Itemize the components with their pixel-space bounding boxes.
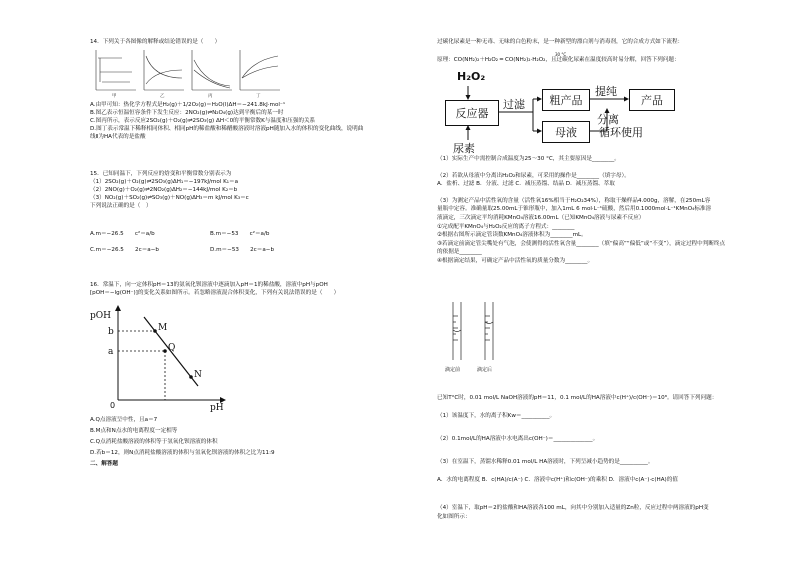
q18-q3: （3）在室温下，蒸馏水稀释0.01 mol/L HA溶液时，下列呈减小趋势的是__________。 [437, 459, 654, 465]
q15-option-d: D.m＝−53 2c＝a−b [210, 247, 275, 253]
q17-q3-sub3b: 的依据是________ [437, 249, 482, 256]
q16-line: [pOH＝−lg(OH⁻)]的变化关系如图所示。若忽略溶液混合体积变化，下列有关说法错误的是（ ） [90, 290, 340, 296]
point-q [163, 349, 167, 353]
q15-option-c: C.m＝−26.5 2c＝a−b [90, 247, 159, 253]
q18-q2: （2）0.1mol/L的HA溶液中水电离出c(OH⁻)＝______________。 [437, 436, 599, 442]
graph-ding [240, 50, 280, 90]
q14-options [90, 101, 363, 141]
flow-crude-box: 粗产品 [542, 89, 590, 111]
q17-q3-sub1: ①完成配平KMnO₄与H₂O₂反应的离子方程式：________ [437, 223, 575, 230]
burette-after [485, 302, 493, 360]
q14-option: A.由甲可知：热化学方程式是H₂(g)＋1/2O₂(g)＝H₂O(l)ΔH＝−241.8kJ·mol⁻¹ [90, 102, 286, 108]
q18-intro: 已知T°C时，0.01 mol/L NaOH溶液的pH＝11，0.1 mol/L的HA溶液中c(H⁺)/c(OH⁻)＝10⁸。请回答下列问题： [437, 395, 718, 401]
burette-figure [441, 300, 511, 366]
q15-prompt: 下列说法正确的是（ ） [90, 203, 152, 209]
flow-purify-label: 提纯 [595, 85, 617, 98]
q14-option: B.图乙表示恒温恒容条件下发生反应：2NO₂(g)⇌N₂O₄(g)达到平衡后的某一时 [90, 110, 284, 116]
q17-eq-condition: 30 °C [555, 52, 567, 57]
burette-before-label: 滴定前 [445, 367, 461, 373]
flow-recycle-label: 循环使用 [599, 126, 643, 139]
q17-q3: 液滴定，三次滴定平均消耗KMnO₄溶液16.00mL（已知KMnO₄溶液与尿素不反应） [437, 214, 645, 221]
burette-after-label: 滴定后 [477, 367, 493, 373]
q14-sub-label: 丙 [208, 94, 213, 98]
q14-sub-label: 丁 [256, 94, 261, 98]
q17-intro: 过碳化尿素是一种无毒、无味的白色粉末，是一种新型的漂白剂与消毒剂，它的合成方式如下流程： [437, 39, 684, 45]
q15-eq: （1）2SO₂(g)＋O₂(g)⇌2SO₃(g)ΔH₁＝−197kJ/mol K₁＝a [90, 179, 239, 185]
graph-jia [96, 50, 136, 90]
q15 [90, 170, 249, 210]
point-m [153, 329, 157, 333]
tick-label-b: b [108, 327, 114, 337]
q14-figure [92, 48, 282, 98]
flow-reactor-box: 反应器 [445, 100, 499, 126]
label-n: N [194, 370, 202, 380]
flow-product-box: 产品 [629, 89, 675, 111]
section-heading: 二、解答题 [90, 461, 118, 467]
q18-q4: （4）室温下，取pH＝2的盐酸和HA溶液各100 mL，向其中分别加入适量的Zn粒，反应过程中两溶液的pH变 [437, 505, 709, 511]
q17-q3-sub3: ③若滴定前滴定管尖嘴处有气泡，会使测得的活性氧含量________（填“偏高”“偏低”或“不变”），滴定过程中判断终点 [437, 240, 726, 247]
q17-q3: 量瓶中定容。准确量取25.00mL于锥形瓶中，加入1mL 6 mol·L⁻¹硫酸，然后用0.1000mol·L⁻¹KMnO₄标准溶 [437, 206, 712, 213]
graph-bing [192, 50, 232, 90]
label-m: M [158, 323, 168, 333]
q16-option: D.若b＝12，则N点消耗盐酸溶液的体积与氢氧化钡溶液的体积之比为11:9 [90, 450, 275, 456]
q14-sub-label: 甲 [112, 94, 117, 98]
q16-line: 16．常温下，向一定体积pH＝13的氨氧化钡溶液中逐滴加入pH＝1的稀盐酸，溶液中pH与pOH [90, 282, 328, 288]
q15-option-b: B.m＝−53 c²＝a/b [210, 231, 270, 237]
q18-q4b: 化如图所示： [437, 514, 471, 520]
q15-option-a: A.m＝−26.5 c²＝a/b [90, 231, 155, 237]
q18-q3-options: A．水的电离程度 B．c(HA)/c(A⁻) C．溶液中c(H⁺)和c(OH⁻)的乘积 D．溶液中c(A⁻)·c(HA)的值 [437, 477, 678, 483]
q17-questions [437, 155, 725, 266]
q14-option: C.图丙所示，表示反应2SO₂(g)＋O₂(g)⇌2SO₃(g) ΔH＜0的平衡常数K与温度和压强的关系 [90, 118, 316, 124]
q16-option: B.M点和N点水的电离程度一定相等 [90, 428, 178, 434]
q15-eq: （2）2NO(g)＋O₂(g)⇌2NO₂(g)ΔH₂＝−144kJ/mol K₂＝b [90, 187, 238, 193]
q14-title: 14．下列关于各图像的解释或结论错误的是（ ） [90, 39, 221, 45]
q17-q3-sub2: ②根据右图所示滴定管读数KMnO₄溶液体积为________mL。 [437, 232, 587, 239]
q17-q2: （2）若欲从母液中分离出H₂O₂和尿素，可采用的操作是________（填字母）。 [437, 172, 630, 179]
q14-option: D.图丁表示常温下稀释相同体积、相同pH的稀盐酸和稀醋酸溶液时溶液pH随加入水的体积的变化曲线，说明曲 [90, 126, 364, 132]
q16-option: C.Q点消耗盐酸溶液的体积等于氢氧化钡溶液的体积 [90, 439, 218, 445]
flow-mother-box: 母液 [542, 121, 590, 143]
q18-q1: （1）该温度下，水的离子积Kw＝__________。 [437, 413, 556, 419]
right-column [397, 0, 794, 562]
q17-q3: （3）为测定产品中活性氧的含量（活性氧16%相当于H₂O₂34%），称取干燥样品4.000g，溶解，在250mL容 [437, 197, 711, 204]
burette-before [453, 302, 461, 360]
q16-stem [90, 281, 339, 297]
flow-h2o2: H₂O₂ [457, 70, 486, 83]
q17-equation: 原理：CO(NH₂)₂＋H₂O₂ ═ CO(NH₂)₂·H₂O₂，且过碳化尿素在温度较高时易分解，回答下列问题： [437, 57, 680, 63]
q17-q3-sub4: ④根据滴定结果，可确定产品中活性氧的质量分数为________。 [437, 257, 594, 264]
graph-yi [144, 50, 184, 90]
flow-separate-label: 分离 [597, 113, 619, 126]
q16-figure [88, 300, 238, 412]
flow-urea: 尿素 [453, 142, 475, 155]
label-q: Q [168, 343, 176, 353]
q15-eq: （3）NO₂(g)＋SO₂(g)⇌SO₃(g)＋NO(g)ΔH₃＝m kJ/mol K₃＝c [90, 195, 249, 201]
flow-arrows [437, 84, 637, 154]
origin-label: 0 [110, 401, 116, 410]
q15-title: 15．已知同温下，下列反应的焓变和平衡常数分别表示为 [90, 171, 232, 177]
q16-options [90, 415, 275, 459]
q17-q1: （1）实际生产中需控制合成温度为25～30 °C，其主要原因是________。 [437, 156, 620, 162]
tick-label-a: a [108, 347, 114, 357]
q14-option: 线Ⅱ为HA代表的是盐酸 [90, 134, 146, 140]
point-n [189, 375, 193, 379]
q14-sub-label: 乙 [160, 94, 165, 98]
flow-filter-label: 过滤 [503, 98, 525, 111]
axis-label-y: pOH [90, 311, 111, 321]
q16-option: A.Q点溶液呈中性，且a＝7 [90, 417, 158, 423]
axis-label-x: pH [210, 403, 224, 412]
q17-q2-options: A．盐析、过滤 B．分液、过滤 C．减压蒸馏、结晶 D．减压蒸馏、萃取 [437, 181, 615, 188]
